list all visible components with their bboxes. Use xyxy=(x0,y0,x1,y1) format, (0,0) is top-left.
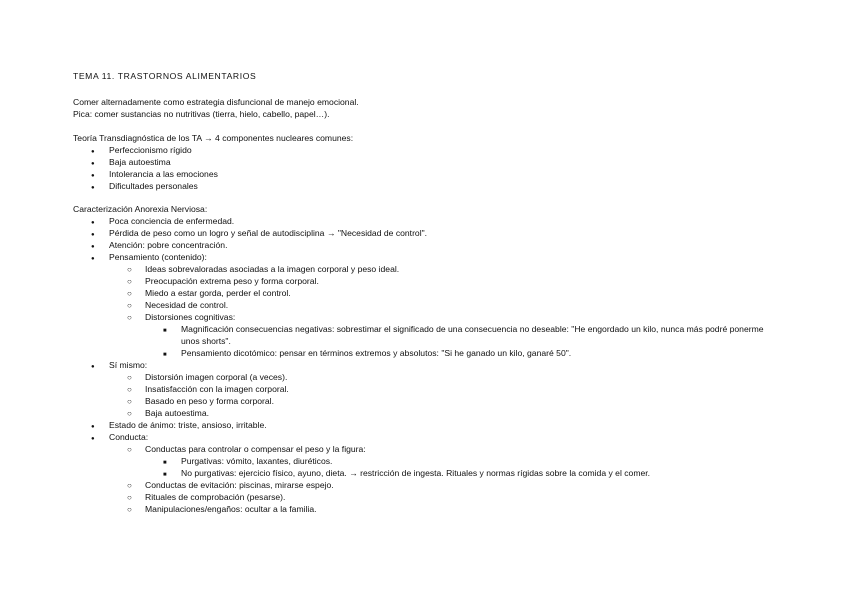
list-item-text: Necesidad de control. xyxy=(145,300,229,310)
list-item xyxy=(73,263,793,275)
list-item xyxy=(73,455,793,467)
list-item xyxy=(73,275,793,287)
list-item xyxy=(73,347,793,359)
circle-bullet-icon xyxy=(127,287,132,299)
circle-bullet-icon xyxy=(127,299,132,311)
list-item xyxy=(73,359,793,371)
square-bullet-icon xyxy=(163,347,167,359)
circle-bullet-icon xyxy=(127,263,132,275)
document-title: TEMA 11. TRASTORNOS ALIMENTARIOS xyxy=(73,71,257,81)
list-item-text: No purgativas: ejercicio físico, ayuno, dieta. → restricción de ingesta. Rituales y normas rígidas sobre la comida y el comer. xyxy=(181,468,651,478)
list-item xyxy=(73,419,793,431)
list-item-text: Poca conciencia de enfermedad. xyxy=(109,216,235,226)
list-item-text: Sí mismo: xyxy=(109,360,148,370)
bullet-icon xyxy=(91,239,95,251)
list-item xyxy=(73,180,793,192)
list-item xyxy=(73,443,793,455)
bullet-icon xyxy=(91,431,95,443)
list-item-text: Rituales de comprobación (pesarse). xyxy=(145,492,286,502)
list-item-text: Atención: pobre concentración. xyxy=(109,240,228,250)
list-item-text: Dificultades personales xyxy=(109,181,198,191)
teoria-list xyxy=(73,144,793,192)
list-item-text: Distorsiones cognitivas: xyxy=(145,312,236,322)
list-item-text: Manipulaciones/engaños: ocultar a la familia. xyxy=(145,504,317,514)
intro-line: Comer alternadamente como estrategia disfuncional de manejo emocional. xyxy=(73,97,359,107)
list-item xyxy=(73,431,793,443)
list-item xyxy=(73,323,771,347)
circle-bullet-icon xyxy=(127,371,132,383)
list-item xyxy=(73,251,793,263)
list-item-text: Preocupación extrema peso y forma corporal. xyxy=(145,276,319,286)
bullet-icon xyxy=(91,156,95,168)
square-bullet-icon xyxy=(163,467,167,479)
list-item-text: Miedo a estar gorda, perder el control. xyxy=(145,288,291,298)
circle-bullet-icon xyxy=(127,395,132,407)
circle-bullet-icon xyxy=(127,491,132,503)
circle-bullet-icon xyxy=(127,503,132,515)
list-item-text: Basado en peso y forma corporal. xyxy=(145,396,274,406)
bullet-icon xyxy=(91,227,95,239)
circle-bullet-icon xyxy=(127,443,132,455)
list-item-text: Baja autoestima xyxy=(109,157,171,167)
list-item xyxy=(73,383,793,395)
bullet-icon xyxy=(91,144,95,156)
bullet-icon xyxy=(91,251,95,263)
list-item xyxy=(73,215,793,227)
list-item-text: Intolerancia a las emociones xyxy=(109,169,218,179)
bullet-icon xyxy=(91,419,95,431)
anorexia-section xyxy=(73,203,793,515)
list-item xyxy=(73,239,793,251)
list-item xyxy=(73,491,793,503)
bullet-icon xyxy=(91,180,95,192)
list-item xyxy=(73,467,793,479)
list-item xyxy=(73,479,793,491)
list-item-text: Insatisfacción con la imagen corporal. xyxy=(145,384,289,394)
list-item-text: Estado de ánimo: triste, ansioso, irritable. xyxy=(109,420,267,430)
circle-bullet-icon xyxy=(127,275,132,287)
list-item xyxy=(73,299,793,311)
square-bullet-icon xyxy=(163,455,167,467)
list-item xyxy=(73,371,793,383)
list-item xyxy=(73,407,793,419)
intro-line: Pica: comer sustancias no nutritivas (tierra, hielo, cabello, papel…). xyxy=(73,109,330,119)
list-item xyxy=(73,168,793,180)
list-item xyxy=(73,395,793,407)
bullet-icon xyxy=(91,215,95,227)
list-item xyxy=(73,287,793,299)
circle-bullet-icon xyxy=(127,479,132,491)
list-item-text: Pérdida de peso como un logro y señal de autodisciplina → "Necesidad de control". xyxy=(109,228,428,238)
anorexia-list xyxy=(73,215,793,515)
teoria-heading: Teoría Transdiagnóstica de los TA → 4 componentes nucleares comunes: xyxy=(73,133,354,143)
list-item xyxy=(73,156,793,168)
bullet-icon xyxy=(91,168,95,180)
anorexia-heading: Caracterización Anorexia Nerviosa: xyxy=(73,204,208,214)
list-item xyxy=(73,311,793,323)
list-item xyxy=(73,144,793,156)
list-item xyxy=(73,227,793,239)
list-item-text: Distorsión imagen corporal (a veces). xyxy=(145,372,288,382)
list-item-text: Ideas sobrevaloradas asociadas a la imagen corporal y peso ideal. xyxy=(145,264,400,274)
list-item-text: Pensamiento (contenido): xyxy=(109,252,207,262)
list-item-text: Conducta: xyxy=(109,432,149,442)
list-item-text: Pensamiento dicotómico: pensar en términos extremos y absolutos: "Si he ganado un kilo, ganaré 50". xyxy=(181,348,572,358)
teoria-section xyxy=(73,132,793,192)
list-item-text: Purgativas: vómito, laxantes, diuréticos. xyxy=(181,456,333,466)
circle-bullet-icon xyxy=(127,407,132,419)
list-item-text: Magnificación consecuencias negativas: sobrestimar el significado de una consecuencia no deseable: "He engordado un kilo, nunca más podré ponerme unos shorts". xyxy=(181,324,764,346)
square-bullet-icon xyxy=(163,323,167,335)
list-item xyxy=(73,503,793,515)
list-item-text: Perfeccionismo rígido xyxy=(109,145,192,155)
list-item-text: Conductas para controlar o compensar el peso y la figura: xyxy=(145,444,366,454)
bullet-icon xyxy=(91,359,95,371)
intro-section xyxy=(73,96,793,120)
circle-bullet-icon xyxy=(127,311,132,323)
circle-bullet-icon xyxy=(127,383,132,395)
list-item-text: Conductas de evitación: piscinas, mirarse espejo. xyxy=(145,480,334,490)
list-item-text: Baja autoestima. xyxy=(145,408,210,418)
